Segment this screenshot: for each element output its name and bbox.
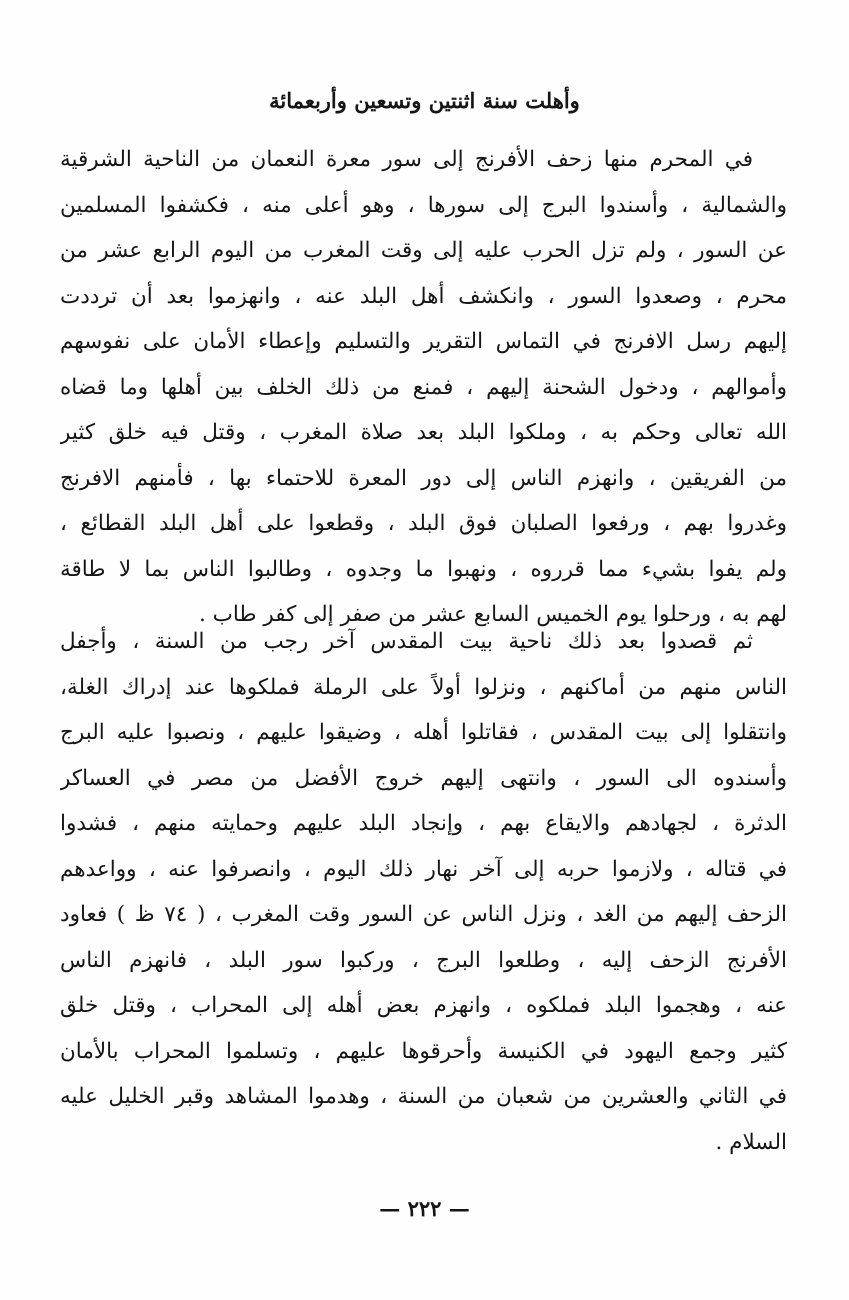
text-line: في قتاله ، ولازموا حربه إلى آخر نهار ذلك اليوم ، وانصرفوا عنه ، وواعدهم xyxy=(60,856,787,882)
text-line: عن السور ، ولم تزل الحرب عليه إلى وقت المغرب من اليوم الرابع عشر من xyxy=(60,238,787,263)
text-line: الدثرة ، لجهادهم والايقاع بهم ، وإنجاد البلد عليهم وحمايته منهم ، فشدوا xyxy=(60,811,787,836)
paragraph-2 xyxy=(60,619,787,1165)
text-line: لهم به ، ورحلوا يوم الخميس السابع عشر من صفر إلى كفر طاب . xyxy=(198,602,787,627)
text-line: الناس منهم من أماكنهم ، ونزلوا أولاً على الرملة فملكوها عند إدراك الغلة، xyxy=(60,674,787,700)
text-line: وأموالهم ، ودخول الشحنة إليهم ، فمنع من ذلك الخلف بين أهلها وما قضاه xyxy=(60,374,787,400)
page-number: — ٢٢٢ — xyxy=(379,1196,470,1221)
text-line: وغدروا بهم ، ورفعوا الصلبان فوق البلد ، وقطعوا على أهل البلد القطائع ، xyxy=(60,511,787,536)
text-line: محرم ، وصعدوا السور ، وانكشف أهل البلد عنه ، وانهزموا بعد أن ترددت xyxy=(60,283,787,309)
text-line: السلام . xyxy=(715,1129,787,1155)
text-line: الزحف إليهم من الغد ، ونزل الناس عن السور وقت المغرب ، ( ٧٤ ظ ) فعاود xyxy=(60,902,787,927)
text-line: الأفرنج الزحف إليه ، وطلعوا البرج ، وركبوا سور البلد ، فانهزم الناس xyxy=(60,947,787,973)
text-line: ثم قصدوا بعد ذلك ناحية بيت المقدس آخر رجب من السنة ، وأجفل xyxy=(60,629,753,654)
text-line: من الفريقين ، وانهزم الناس إلى دور المعرة للاحتماء بها ، فأمنهم الافرنج xyxy=(60,465,787,491)
text-line: إليهم رسل الافرنج في التماس التقرير والتسليم وإعطاء الأمان على نفوسهم xyxy=(60,329,787,354)
text-line: كثير وجمع اليهود في الكنيسة وأحرقوها عليهم ، وتسلموا المحراب بالأمان xyxy=(60,1038,787,1064)
text-line: ولم يفوا بشيء مما قرروه ، ونهبوا ما وجدوه ، وطالبوا الناس بما لا طاقة xyxy=(60,556,787,582)
text-line: في الثاني والعشرين من شعبان من السنة ، وهدموا المشاهد وقبر الخليل عليه xyxy=(60,1084,787,1109)
text-line: وانتقلوا إلى بيت المقدس ، فقاتلوا أهله ، وضيقوا عليهم ، ونصبوا عليه البرج xyxy=(60,720,787,745)
paragraph-1 xyxy=(60,137,787,638)
text-line: في المحرم منها زحف الأفرنج إلى سور معرة النعمان من الناحية الشرقية xyxy=(60,147,753,172)
text-line: الله تعالى وحكم به ، وملكوا البلد بعد صلاة المغرب ، وقتل فيه خلق كثير xyxy=(60,420,787,445)
text-line: عنه ، وهجموا البلد فملكوه ، وانهزم بعض أهله إلى المحراب ، وقتل خلق xyxy=(60,993,787,1018)
text-line: وأسندوه الى السور ، وانتهى إليهم خروج الأفضل من مصر في العساكر xyxy=(60,765,787,791)
running-head: وأهلت سنة اثنتين وتسعين وأربعمائة xyxy=(269,88,580,113)
text-line: والشمالية ، وأسندوا البرج إلى سورها ، وهو أعلى منه ، فكشفوا المسلمين xyxy=(60,192,787,218)
